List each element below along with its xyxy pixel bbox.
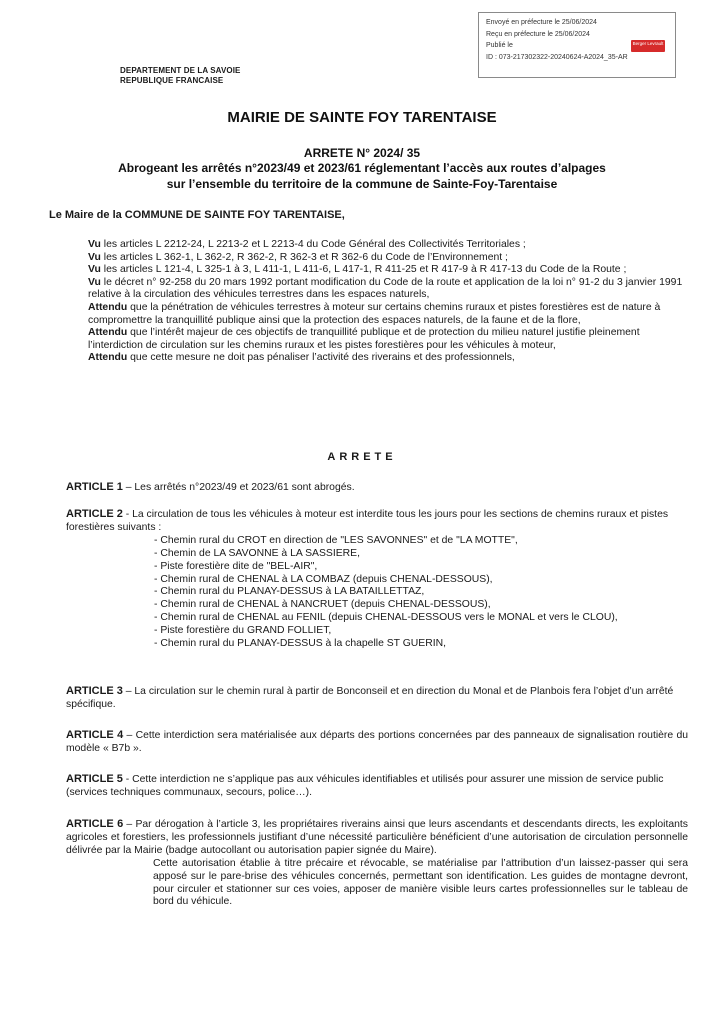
arrete-number: ARRETE N° 2024/ 35 bbox=[303, 146, 421, 160]
article-1 bbox=[66, 481, 688, 495]
visa-item: Attendu que cette mesure ne doit pas pénaliser l’activité des riverains et des professionnels, bbox=[88, 352, 515, 364]
list-item: - Chemin rural du CROT en direction de "LES SAVONNES" et de "LA MOTTE", bbox=[154, 534, 518, 546]
article-2-text: - La circulation de tous les véhicules à moteur est interdite tous les jours pour les sections de chemins ruraux et pistes forestières suivants : bbox=[66, 509, 669, 533]
article-6-paragraph-2: Cette autorisation établie à titre précaire et révocable, se matérialise par l’attribution d’un laissez-passer qui sera apposé sur le pare-brise des véhicules concernés, permettant son identification. Les guides de montagne devront, pour circuler et stationner sur ces voies, apposer de manière visible leurs cartes professionnelles sur le tableau de bord du véhicule. bbox=[153, 857, 688, 908]
article-6-text: – Par dérogation à l’article 3, les propriétaires riverains ainsi que leurs ascendants et descendants directs, les exploitants agricoles et forestiers, les professionnels justifiant d’une nécessité particulière bénéficient d’une autorisation de circulation personnelle délivrée par la Mairie (badge autocollant ou autorisation papier signée du Maire). bbox=[66, 819, 688, 856]
visa-item: Attendu que l’intérêt majeur de ces objectifs de tranquillité publique et de protection du milieu naturel justifie pleinement l’interdiction de circulation sur les chemins ruraux et les pistes forestières pour les véhicules à moteur, bbox=[88, 327, 640, 351]
article-3 bbox=[66, 685, 688, 712]
arrete-object-line-2: sur l’ensemble du territoire de la commune de Sainte-Foy-Tarentaise bbox=[166, 176, 558, 191]
stamp-received-date: Reçu en préfecture le 25/06/2024 bbox=[486, 30, 590, 38]
list-item: - Chemin rural de CHENAL à NANCRUET (depuis CHENAL-DESSOUS), bbox=[154, 599, 491, 611]
article-3-label: ARTICLE 3 bbox=[66, 685, 123, 697]
article-5 bbox=[66, 773, 688, 800]
list-item: - Chemin rural du PLANAY-DESSUS à la chapelle ST GUERIN, bbox=[154, 638, 447, 650]
mairie-title: MAIRIE DE SAINTE FOY TARENTAISE bbox=[227, 109, 497, 126]
stamp-published: Publié le bbox=[486, 42, 513, 49]
department-header bbox=[120, 66, 240, 86]
article-3-text: – La circulation sur le chemin rural à partir de Bonconseil et en direction du Monal et de Planbois fera l’objet d’un arrêté spécifique. bbox=[66, 686, 674, 710]
republic-name: REPUBLIQUE FRANCAISE bbox=[120, 76, 224, 85]
article-5-text: - Cette interdiction ne s’applique pas aux véhicules identifiables et utilisés pour assurer une mission de service public (services techniques communaux, secours, police…). bbox=[66, 774, 664, 798]
arrete-object-line-1: Abrogeant les arrêtés n°2023/49 et 2023/61 réglementant l’accès aux routes d’alpages bbox=[118, 161, 606, 175]
article-4-label: ARTICLE 4 bbox=[66, 729, 124, 741]
arrete-object bbox=[0, 161, 724, 192]
list-item: - Chemin rural de CHENAL à LA COMBAZ (depuis CHENAL-DESSOUS), bbox=[154, 573, 493, 585]
maire-line: Le Maire de la COMMUNE DE SAINTE FOY TARENTAISE, bbox=[49, 209, 345, 221]
stamp-id: ID : 073-217302322-20240624-A2024_35-AR bbox=[486, 53, 628, 61]
article-5-label: ARTICLE 5 bbox=[66, 773, 123, 785]
article-4 bbox=[66, 729, 688, 756]
article-4-text: – Cette interdiction sera matérialisée aux départs des portions concernées par des panneaux de signalisation routière du modèle « B7b ». bbox=[66, 730, 689, 754]
article-6 bbox=[66, 818, 688, 909]
list-item: - Chemin de LA SAVONNE à LA SASSIERE, bbox=[154, 547, 360, 559]
prefecture-stamp bbox=[478, 12, 676, 78]
visa-item: Vu les articles L 121-4, L 325-1 à 3, L 411-1, L 411-6, L 417-1, R 411-25 et R 417-9 à R 417-13 du Code de la Route ; bbox=[88, 264, 627, 276]
berger-levrault-logo-icon: Berger Levrault bbox=[631, 40, 665, 52]
visas-section bbox=[88, 239, 688, 365]
article-1-text: – Les arrêtés n°2023/49 et 2023/61 sont abrogés. bbox=[122, 482, 355, 493]
list-item: - Chemin rural du PLANAY-DESSUS à LA BATAILLETTAZ, bbox=[154, 586, 425, 598]
list-item: - Piste forestière du GRAND FOLLIET, bbox=[154, 625, 332, 637]
arrete-heading: ARRETE bbox=[327, 451, 397, 463]
article-6-label: ARTICLE 6 bbox=[66, 818, 124, 830]
visa-item: Vu les articles L 362-1, L 362-2, R 362-2, R 362-3 et R 362-6 du Code de l’Environnement ; bbox=[88, 251, 508, 263]
department-name: DEPARTEMENT DE LA SAVOIE bbox=[120, 66, 241, 75]
route-list bbox=[66, 535, 688, 651]
article-2 bbox=[66, 508, 688, 651]
visa-item: Attendu que la pénétration de véhicules terrestres à moteur sur certains chemins ruraux et pistes forestières est de nature à compromettre la tranquillité publique ainsi que la protection des espaces naturels, de la faune et de la flore, bbox=[88, 301, 661, 326]
article-2-label: ARTICLE 2 bbox=[66, 508, 123, 520]
stamp-sent-date: Envoyé en préfecture le 25/06/2024 bbox=[486, 19, 597, 26]
visa-item: Vu les articles L 2212-24, L 2213-2 et L 2213-4 du Code Général des Collectivités Territoriales ; bbox=[88, 239, 526, 250]
visa-item: Vu le décret n° 92-258 du 20 mars 1992 portant modification du Code de la route et application de la loi n° 91-2 du 3 janvier 1991 relative à la circulation des véhicules terrestres dans les espaces naturels, bbox=[88, 276, 683, 301]
article-1-label: ARTICLE 1 bbox=[66, 481, 123, 493]
list-item: - Chemin rural de CHENAL au FENIL (depuis CHENAL-DESSOUS vers le MONAL et vers le CLOU), bbox=[154, 612, 618, 624]
list-item: - Piste forestière dite de "BEL-AIR", bbox=[154, 560, 318, 572]
